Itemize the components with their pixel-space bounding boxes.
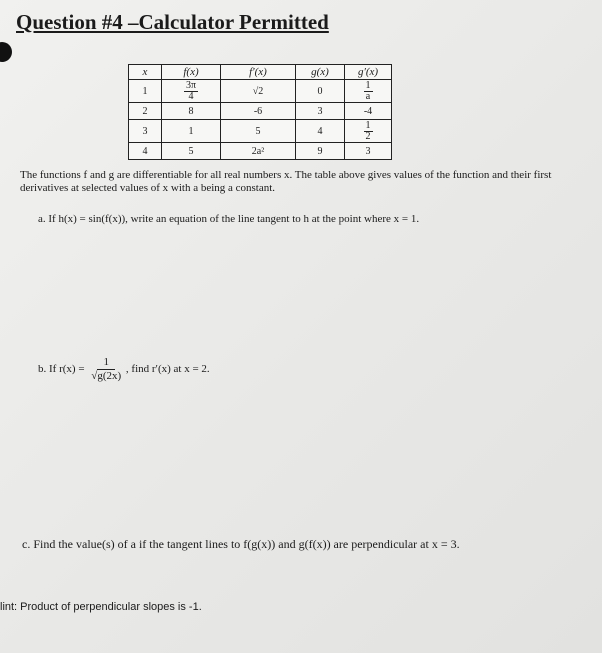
part-b-fraction (89, 356, 123, 383)
cell-x: 1 (129, 80, 162, 103)
table-header-row (129, 65, 392, 80)
fraction-denominator: a (365, 91, 371, 102)
cell-x: 4 (129, 143, 162, 160)
header-f-prime: f′(x) (221, 65, 296, 80)
table-row (129, 143, 392, 160)
fraction (184, 81, 198, 102)
header-x: x (129, 65, 162, 80)
part-c-prompt: c. Find the value(s) of a if the tangent lines to f(g(x)) and g(f(x)) are perpendicular at x = 3. (22, 537, 460, 551)
part-b-suffix: , find r′(x) at x = 2. (125, 363, 210, 376)
cell-g-prime: -4 (345, 103, 392, 120)
cell-g-prime (345, 80, 392, 103)
fraction-numerator: 1 (365, 80, 371, 91)
problem-intro: The functions f and g are differentiable for all real numbers x. The table above gives values of the function and their first derivatives at selected values of x with a being a constant. (20, 169, 552, 194)
cell-x: 3 (129, 120, 162, 143)
question-title: Question #4 –Calculator Permitted (16, 10, 329, 34)
fraction-numerator: 1 (97, 356, 115, 370)
cell-f: 8 (162, 103, 221, 120)
header-g-prime: g′(x) (345, 65, 392, 80)
hole-punch (0, 42, 12, 62)
cell-f (162, 80, 221, 103)
fraction-denominator: 2 (365, 131, 371, 142)
part-a-prompt: a. If h(x) = sin(f(x)), write an equation of the line tangent to h at the point where x = 1. (38, 213, 420, 225)
cell-f-prime: -6 (221, 103, 296, 120)
hint-text: lint: Product of perpendicular slopes is -1. (0, 601, 202, 613)
cell-g: 9 (296, 143, 345, 160)
cell-g-prime (345, 120, 392, 143)
cell-f-prime: 5 (221, 120, 296, 143)
cell-g-prime: 3 (345, 143, 392, 160)
header-f: f(x) (162, 65, 221, 80)
cell-f: 5 (162, 143, 221, 160)
fraction-denominator: √g(2x) (91, 370, 122, 382)
table-row (129, 103, 392, 120)
cell-g: 3 (296, 103, 345, 120)
cell-x: 2 (129, 103, 162, 120)
table-row (129, 120, 392, 143)
table-row (129, 80, 392, 103)
cell-f-prime: √2 (221, 80, 296, 103)
fraction-numerator: 1 (365, 120, 371, 131)
cell-f-prime: 2a² (221, 143, 296, 160)
cell-g: 4 (296, 120, 345, 143)
part-b-prefix: b. If r(x) = (38, 363, 85, 376)
fraction (364, 81, 373, 102)
fraction-numerator: 3π (185, 80, 197, 91)
cell-f: 1 (162, 120, 221, 143)
header-g: g(x) (296, 65, 345, 80)
part-b-prompt (38, 356, 210, 383)
fraction (364, 121, 373, 142)
fraction-denominator: 4 (188, 91, 194, 102)
cell-g: 0 (296, 80, 345, 103)
values-table (128, 64, 392, 160)
